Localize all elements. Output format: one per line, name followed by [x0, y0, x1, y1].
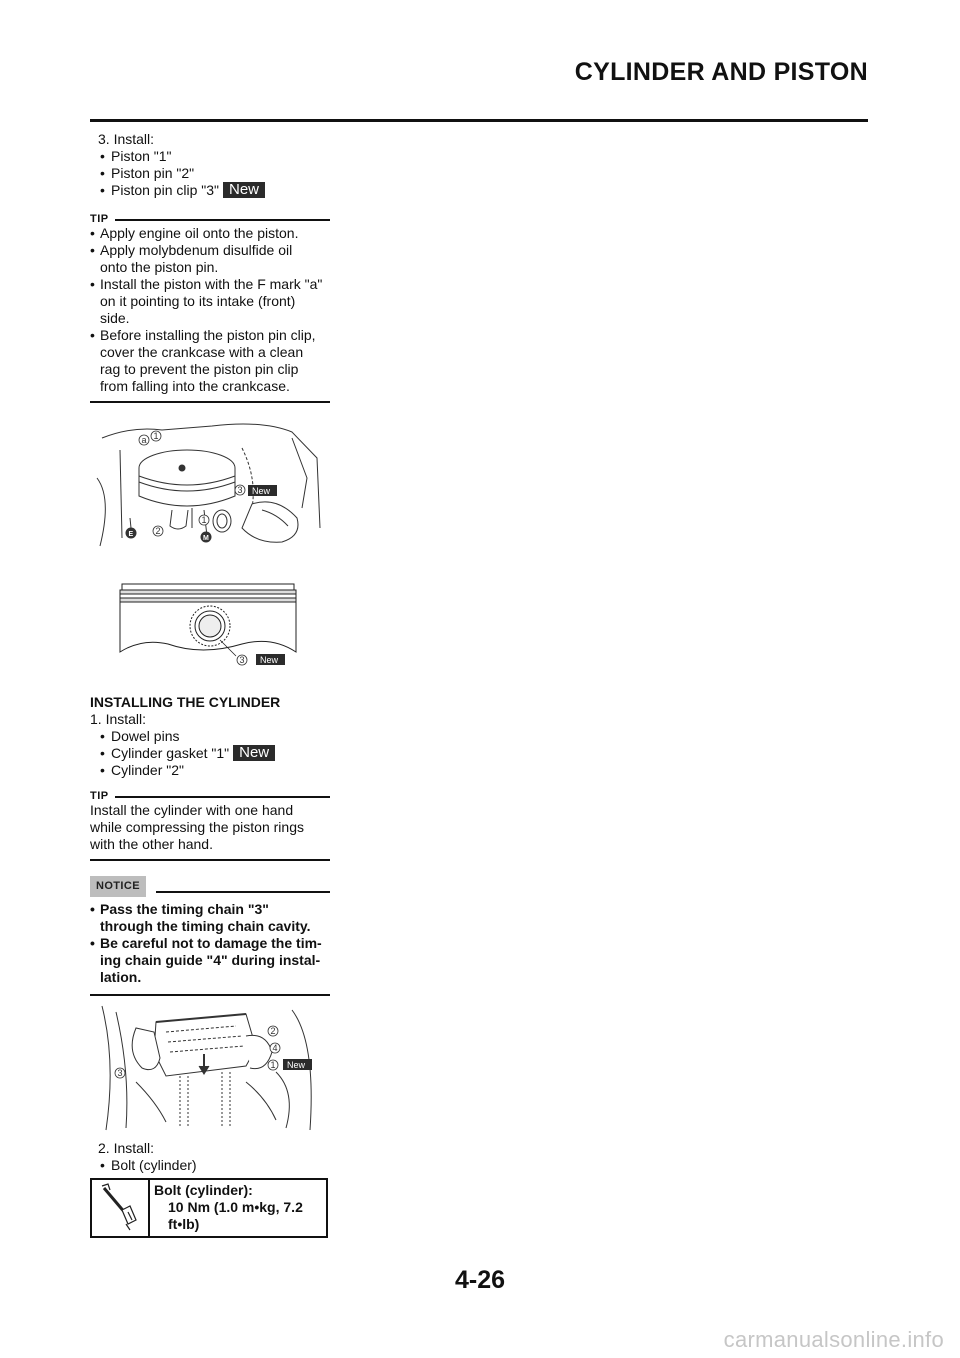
notice-line: • Be careful not to damage the tim- [90, 935, 322, 951]
step1-item: • Cylinder gasket "1" New [90, 745, 330, 762]
tip-end-rule [90, 401, 330, 403]
tip1-line: • Apply molybdenum disulfide oil [90, 242, 293, 258]
step2-block [90, 1140, 330, 1174]
tip1-line: on it pointing to its intake (front) [100, 293, 296, 309]
step3-block [90, 131, 330, 199]
notice-line: ing chain guide "4" during instal- [100, 952, 321, 968]
notice-line: • Pass the timing chain "3" [90, 901, 269, 917]
torque-spec-text [154, 1182, 303, 1233]
step3-item: • Piston pin clip "3" New [90, 182, 330, 199]
page-title: CYLINDER AND PISTON [574, 58, 868, 86]
new-badge: New [260, 655, 279, 665]
callout-1: 1 [153, 431, 159, 441]
tip1-line: side. [100, 310, 130, 326]
tip2-header [90, 788, 330, 802]
spec-label: Bolt (cylinder): [154, 1182, 253, 1198]
new-badge: New [233, 745, 275, 761]
tip2-block [90, 788, 330, 861]
callout-1: 1 [270, 1060, 276, 1070]
step2-heading: 2. Install: [98, 1140, 155, 1156]
notice-label: NOTICE [90, 876, 146, 897]
piston-install-illustration [92, 418, 324, 550]
torque-spec-box [90, 1178, 328, 1238]
tip-rule [115, 796, 330, 798]
callout-3: 3 [237, 485, 243, 495]
callout-1b: 1 [201, 515, 207, 525]
tip1-block [90, 211, 330, 403]
notice-rule [156, 891, 330, 893]
step3-item: • Piston "1" [100, 148, 172, 164]
installing-cylinder-block [90, 694, 330, 779]
callout-2: 2 [155, 526, 161, 536]
callout-3: 3 [239, 655, 245, 665]
tip1-line: • Before installing the piston pin clip, [90, 327, 316, 343]
notice-header [90, 876, 330, 896]
new-badge: New [252, 486, 271, 496]
step1-item: • Cylinder "2" [100, 762, 184, 778]
tip2-line: with the other hand. [90, 836, 213, 852]
callout-a: a [141, 435, 147, 445]
spec-value-line: 10 Nm (1.0 m•kg, 7.2 [168, 1199, 303, 1215]
tip-label: TIP [90, 213, 109, 225]
step1-item: • Dowel pins [100, 728, 180, 744]
piston-clip-illustration [112, 582, 308, 676]
tip2-line: Install the cylinder with one hand [90, 802, 294, 818]
callout-3: 3 [117, 1068, 123, 1078]
engine-oil-symbol: E [128, 531, 134, 538]
torque-wrench-icon [92, 1180, 144, 1236]
section-heading: INSTALLING THE CYLINDER [90, 694, 281, 710]
tip-end-rule [90, 859, 330, 861]
watermark: carmanualsonline.info [723, 1327, 944, 1352]
tip1-line: onto the piston pin. [100, 259, 219, 275]
notice-end-rule [90, 994, 330, 996]
moly-oil-symbol: M [203, 535, 209, 542]
tip-label: TIP [90, 790, 109, 802]
cylinder-install-illustration [96, 1002, 324, 1134]
torque-wrench-icon-cell [92, 1180, 150, 1236]
tip1-line: rag to prevent the piston pin clip [100, 361, 299, 377]
callout-4: 4 [272, 1043, 278, 1053]
notice-block [90, 876, 330, 996]
notice-line: through the timing chain cavity. [100, 918, 311, 934]
tip1-line: • Install the piston with the F mark "a" [90, 276, 323, 292]
step2-item: • Bolt (cylinder) [100, 1157, 197, 1173]
step1-heading: 1. Install: [90, 711, 147, 727]
step3-item: • Piston pin "2" [100, 165, 195, 181]
spec-value-line: ft•lb) [168, 1216, 200, 1232]
tip1-header [90, 211, 330, 225]
callout-2: 2 [270, 1026, 276, 1036]
step3-heading: 3. Install: [98, 131, 155, 147]
tip1-line: • Apply engine oil onto the piston. [90, 225, 299, 241]
new-badge: New [223, 182, 265, 198]
tip1-line: cover the crankcase with a clean [100, 344, 304, 360]
title-rule [90, 119, 868, 122]
tip2-line: while compressing the piston rings [90, 819, 304, 835]
page-number: 4-26 [454, 1266, 506, 1294]
tip1-line: from falling into the crankcase. [100, 378, 290, 394]
new-badge: New [287, 1060, 306, 1070]
tip-rule [115, 219, 330, 221]
notice-line: lation. [100, 969, 142, 985]
